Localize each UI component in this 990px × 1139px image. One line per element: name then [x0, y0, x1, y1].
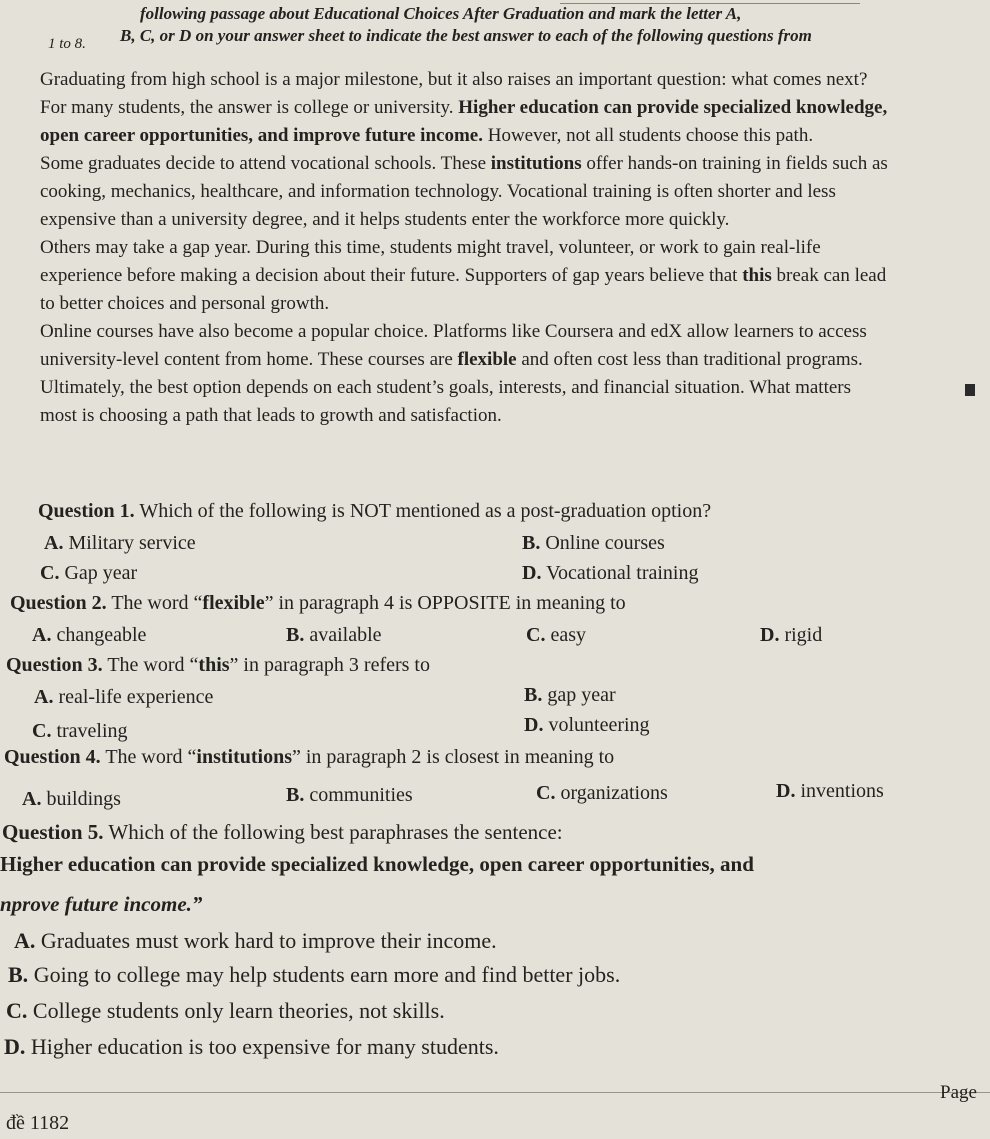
q4-option-c[interactable]: C. organizations: [536, 782, 668, 804]
q1-option-d[interactable]: D. Vocational training: [522, 562, 699, 584]
paragraph-5: Ultimately, the best option depends on each student’s goals, interests, and financial situation. What matters most is choosing a path that leads to growth and satisfaction.: [40, 377, 852, 426]
q5-option-c[interactable]: C. College students only learn theories, not skills.: [6, 998, 445, 1023]
q5-option-b[interactable]: B. Going to college may help students earn more and find better jobs.: [8, 962, 621, 987]
question-1: Question 1. Which of the following is NOT mentioned as a post-graduation option?: [38, 500, 712, 522]
question-2: Question 2. The word “flexible” in paragraph 4 is OPPOSITE in meaning to: [10, 592, 626, 614]
q5-option-a[interactable]: A. Graduates must work hard to improve their income.: [14, 928, 497, 953]
question-5: Question 5. Which of the following best paraphrases the sentence:: [2, 820, 563, 844]
exam-code: đề 1182: [6, 1112, 70, 1134]
q4-option-d[interactable]: D. inventions: [776, 780, 884, 802]
q5-quote-line-2: nprove future income.”: [0, 892, 203, 916]
scan-mark: [965, 384, 975, 396]
q2-option-d[interactable]: D. rigid: [760, 624, 823, 646]
q2-option-c[interactable]: C. easy: [526, 624, 586, 646]
q3-option-a[interactable]: A. real-life experience: [34, 686, 214, 708]
question-3: Question 3. The word “this” in paragraph 3 refers to: [6, 654, 430, 676]
passage: [40, 66, 890, 430]
q1-option-a[interactable]: A. Military service: [44, 532, 196, 554]
instruction-line-1: following passage about Educational Choices After Graduation and mark the letter A,: [140, 4, 742, 23]
footer-rule: [0, 1092, 990, 1093]
q3-option-d[interactable]: D. volunteering: [524, 714, 650, 736]
question-4: Question 4. The word “institutions” in paragraph 2 is closest in meaning to: [4, 746, 615, 768]
paragraph-1: Graduating from high school is a major milestone, but it also raises an important question: what comes next? For many students, the answer is college or university. Higher education can provide specialized knowledge, open career opportunities, and improve future income. However, not all students choose this path.: [40, 69, 888, 146]
paragraph-2: Some graduates decide to attend vocational schools. These institutions offer hands-on training in fields such as cooking, mechanics, healthcare, and information technology. Vocational training is often shorter and less expensive than a university degree, and it helps students enter the workforce more quickly.: [40, 153, 888, 230]
instruction-line-2: B, C, or D on your answer sheet to indicate the best answer to each of the following questions from: [120, 26, 812, 45]
q2-option-a[interactable]: A. changeable: [32, 624, 147, 646]
paragraph-4: Online courses have also become a popular choice. Platforms like Coursera and edX allow learners to access university-level content from home. These courses are flexible and often cost less than traditional programs.: [40, 321, 867, 370]
page-label: Page: [940, 1082, 977, 1103]
paragraph-3: Others may take a gap year. During this time, students might travel, volunteer, or work to gain real-life experience before making a decision about their future. Supporters of gap years believe that this break can lead to better choices and personal growth.: [40, 237, 887, 314]
q2-option-b[interactable]: B. available: [286, 624, 382, 646]
q1-option-b[interactable]: B. Online courses: [522, 532, 665, 554]
instruction-side: 1 to 8.: [48, 36, 86, 52]
q4-option-a[interactable]: A. buildings: [22, 788, 121, 810]
q5-quote-line-1: Higher education can provide specialized knowledge, open career opportunities, and: [0, 852, 754, 876]
q5-option-d[interactable]: D. Higher education is too expensive for many students.: [4, 1034, 499, 1059]
q3-option-b[interactable]: B. gap year: [524, 684, 616, 706]
q4-option-b[interactable]: B. communities: [286, 784, 413, 806]
q3-option-c[interactable]: C. traveling: [32, 720, 128, 742]
q1-option-c[interactable]: C. Gap year: [40, 562, 138, 584]
